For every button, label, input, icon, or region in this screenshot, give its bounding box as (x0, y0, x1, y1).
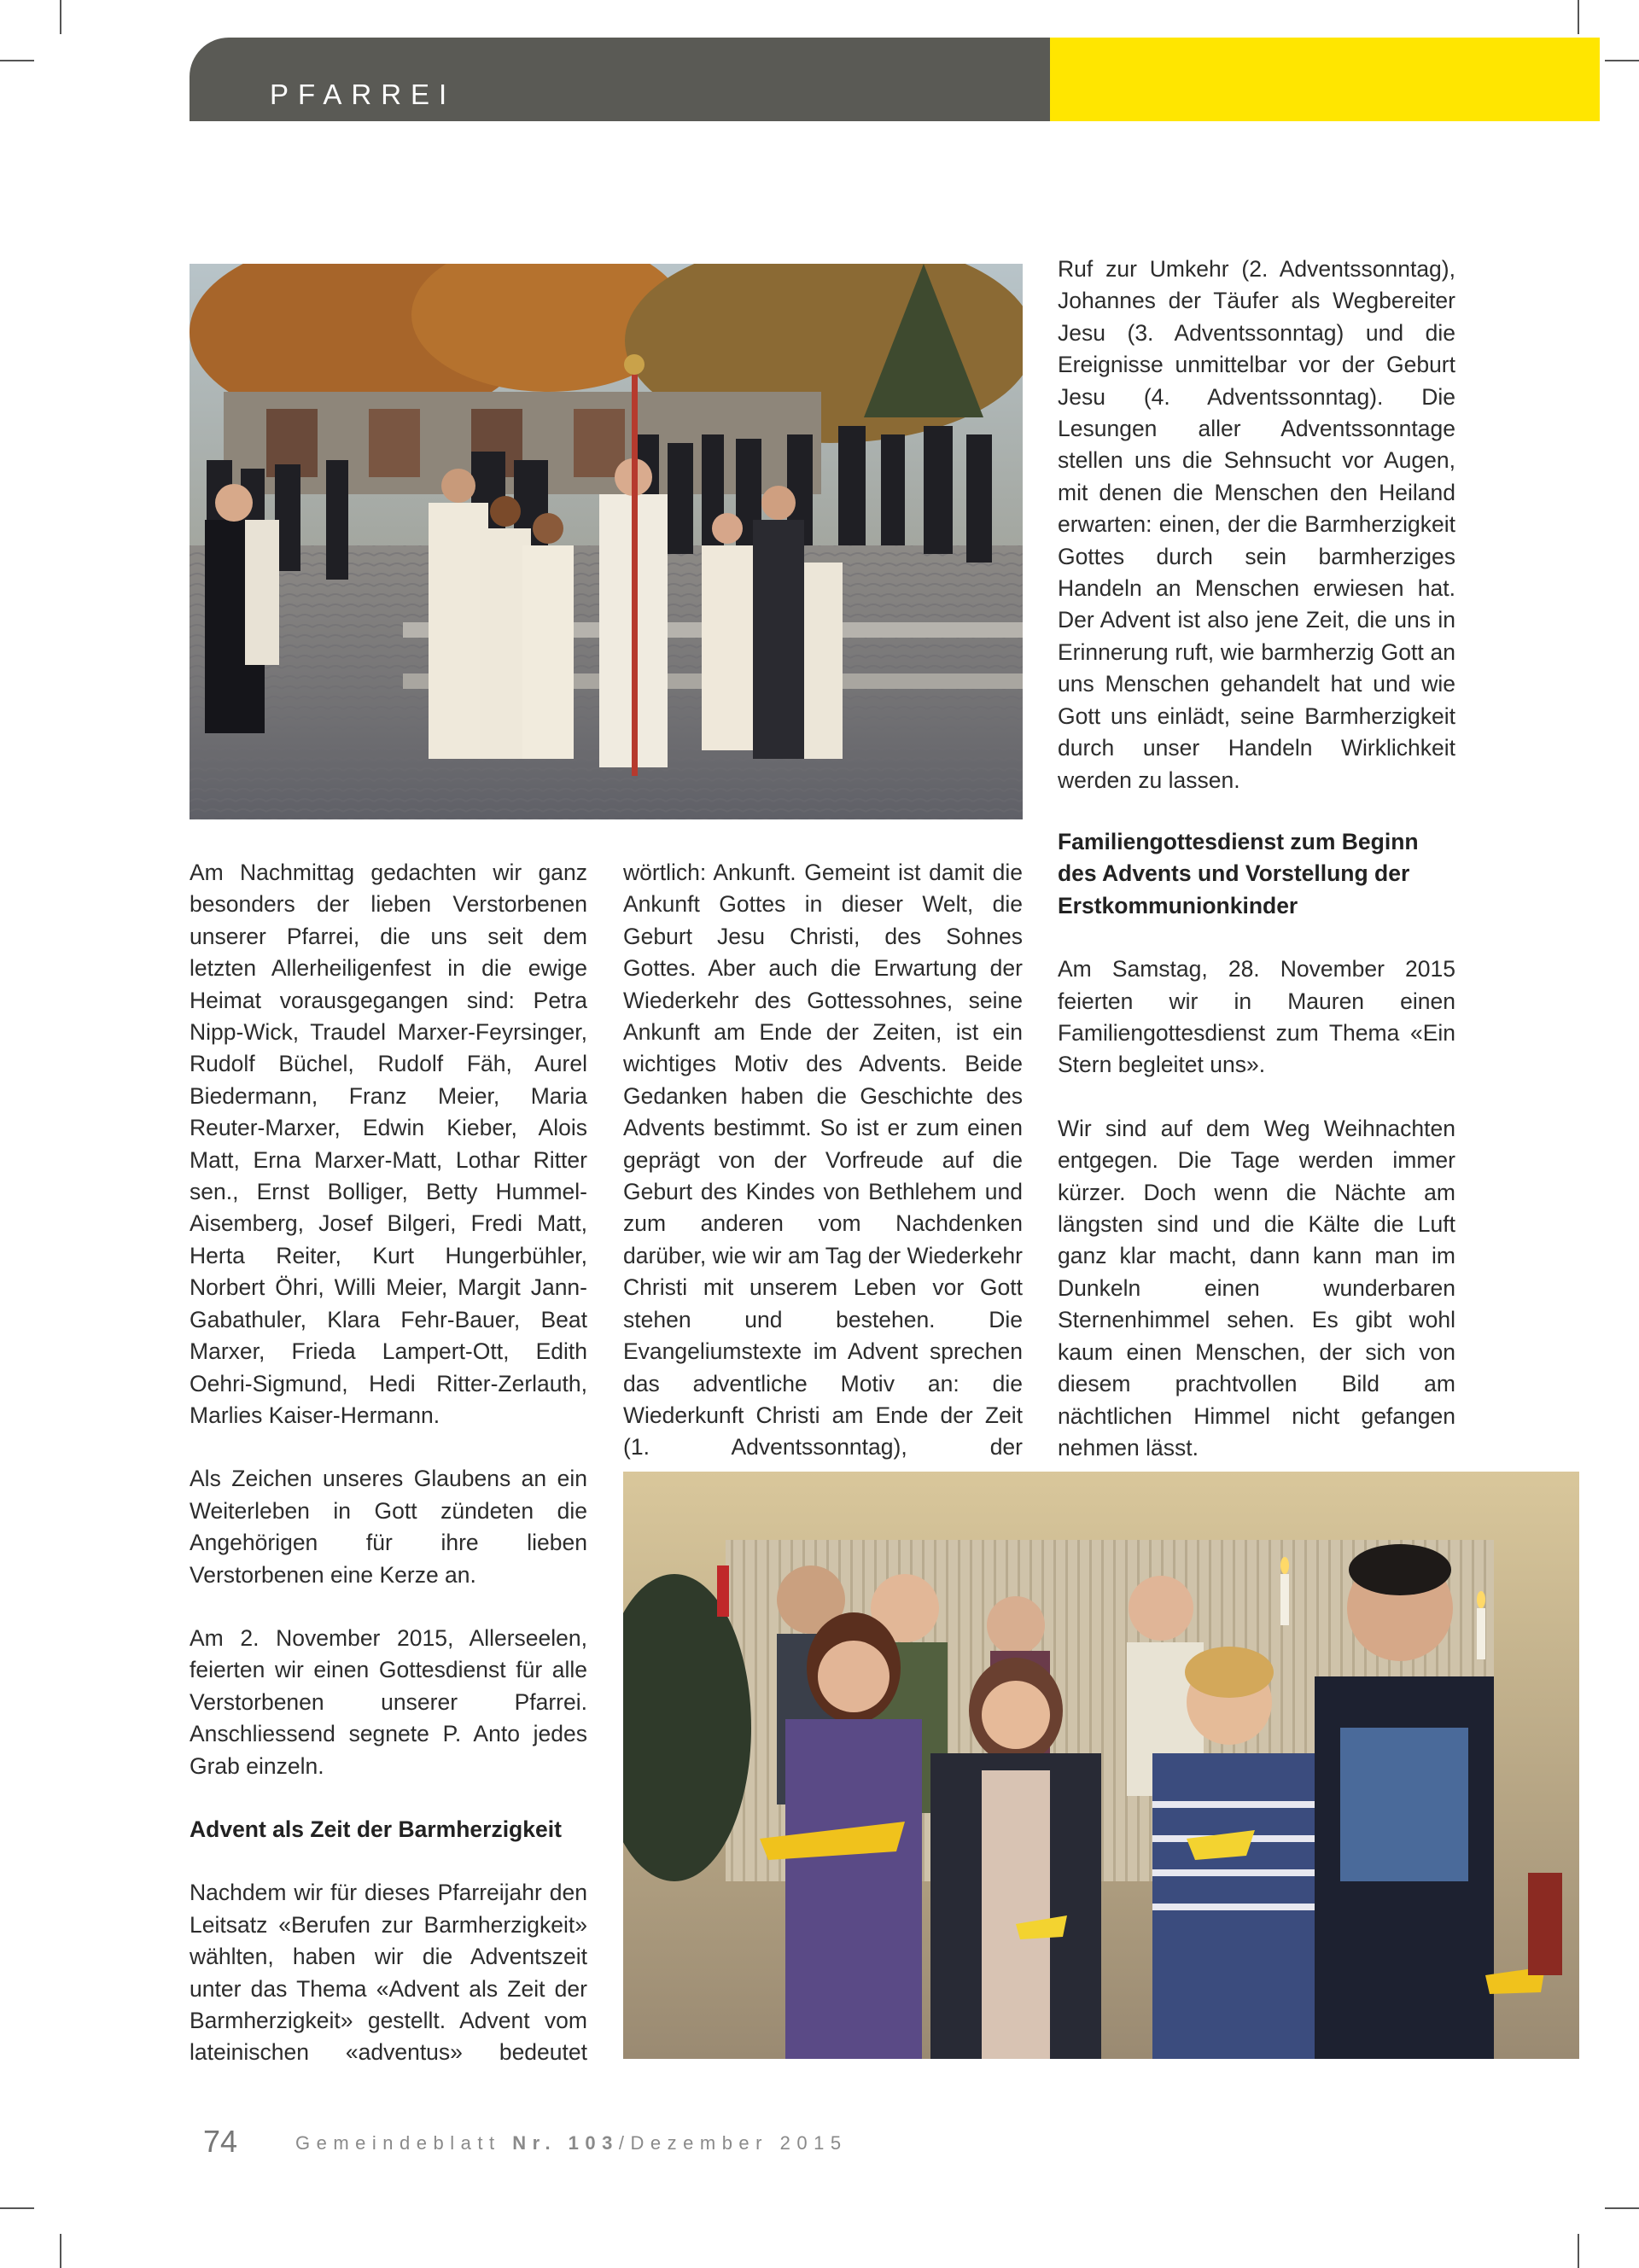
footer-publication (295, 2132, 848, 2154)
paragraph: Am 2. November 2015, Allerseelen, feierten wir einen Gottesdienst für alle Verstorbenen unserer Pfarrei. Anschliessend segnete P. Anto jedes Grab einzeln. (190, 1624, 587, 1779)
footer-separator: / (618, 2132, 631, 2154)
crop-mark (60, 0, 61, 34)
procession-photo (190, 264, 1023, 819)
crop-mark (1578, 2234, 1579, 2268)
column-left (190, 857, 587, 2101)
issue-date: Dezember 2015 (630, 2132, 848, 2154)
section-title: PFARREI (270, 79, 457, 110)
header-accent-bar (1050, 38, 1600, 121)
paragraph: wörtlich: Ankunft. Gemeint ist damit die Ankunft Gottes in dieser Welt, die Geburt Jesu Christi, des Sohnes Gottes. Aber auch die Erwartung der Wiederkehr des Gottessohnes, seine Ankunft am Ende der Zeiten, ist ein wichtiges Motiv des Advents. Beide Gedanken haben die Geschichte des Advents bestimmt. So ist er zum einen geprägt von der Vorfreude auf die Geburt des Kindes von Bethlehem und zum anderen vom Nachdenken darüber, wie wir am Tag der Wiederkehr Christi mit unserem Leben vor Gott stehen und bestehen. Die Evangeliumstexte im Advent sprechen das adventliche Motiv an: die Wiederkunft Christi am Ende der Zeit (1. Adventssonntag), der (623, 860, 1023, 1460)
children-photo (623, 1472, 1579, 2059)
section-heading: Familiengottesdienst zum Beginn des Advents und Vorstellung der Erstkommunionkinder (1058, 829, 1419, 918)
page-number: 74 (203, 2124, 238, 2159)
paragraph: Als Zeichen unseres Glaubens an ein Weiterleben in Gott zündeten die Angehörigen für ihre lieben Verstorbenen eine Kerze an. (190, 1466, 587, 1588)
crop-mark (1605, 2207, 1639, 2209)
crop-mark (60, 2234, 61, 2268)
crop-mark (1578, 0, 1579, 34)
section-heading: Advent als Zeit der Barmherzigkeit (190, 1816, 562, 1842)
paragraph: Wir sind auf dem Weg Weihnachten entgegen. Die Tage werden immer kürzer. Doch wenn die Nächte am längsten sind und die Kälte die Luft ganz klar macht, dann kann man im Dunkeln einen wunderbaren Sternenhimmel sehen. Es gibt wohl kaum einen Menschen, der sich von diesem prachtvollen Bild am nächtlichen Himmel nicht gefangen nehmen lässt. (1058, 1115, 1455, 1460)
column-right (1058, 826, 1455, 1495)
publication-name: Gemeindeblatt (295, 2132, 501, 2154)
paragraph: Am Nachmittag gedachten wir ganz besonders der lieben Verstorbenen unserer Pfarrei, die uns seit dem letzten Allerheiligenfest in die ewige Heimat vorausgegangen sind: Petra Nipp-Wick, Traudel Marxer-Feyrsinger, Rudolf Büchel, Rudolf Fäh, Aurel Biedermann, Franz Meier, Maria Reuter-Marxer, Edwin Kieber, Alois Matt, Erna Marxer-Matt, Lothar Ritter sen., Ernst Bolliger, Betty Hummel-Aisemberg, Josef Bilgeri, Fredi Matt, Herta Reiter, Kurt Hungerbühler, Norbert Öhri, Willi Meier, Margit Jann-Gabathuler, Klara Fehr-Bauer, Beat Marxer, Frieda Lampert-Ott, Edith Oehri-Sigmund, Hedi Ritter-Zerlauth, Marlies Kaiser-Hermann. (190, 860, 587, 1428)
paragraph: Am Samstag, 28. November 2015 feierten wir in Mauren einen Familiengottesdienst zum Thema «Ein Stern begleitet uns». (1058, 956, 1455, 1078)
paragraph: Ruf zur Umkehr (2. Adventssonntag), Johannes der Täufer als Wegbereiter Jesu (3. Adventssonntag) und die Ereignisse unmittelbar vor der Geburt Jesu (4. Adventssonntag). Die Lesungen aller Adventssonntage stellen uns die Sehnsucht vor Augen, mit denen die Menschen den Heiland erwarten: einen, der die Barmherzigkeit Gottes durch sein barmherziges Handeln an Menschen erwiesen hat. Der Advent ist also jene Zeit, die uns in Erinnerung ruft, wie barmherzig Gott an uns Menschen gehandelt hat und wie Gott uns einlädt, seine Barmherzigkeit durch unser Handeln Wirklichkeit werden zu lassen. (1058, 256, 1455, 793)
issue-label: Nr. 103 (512, 2132, 619, 2154)
crop-mark (0, 60, 34, 61)
crop-mark (1605, 60, 1639, 61)
column-right-top (1058, 254, 1455, 828)
column-middle (623, 857, 1023, 1495)
crop-mark (0, 2207, 34, 2209)
paragraph: Nachdem wir für dieses Pfarreijahr den Leitsatz «Berufen zur Barmherzigkeit» wählten, haben wir die Adventszeit unter das Thema «Advent als Zeit der Barmherzigkeit» gestellt. Advent vom lateinischen «adventus» bedeutet (190, 1880, 587, 2066)
